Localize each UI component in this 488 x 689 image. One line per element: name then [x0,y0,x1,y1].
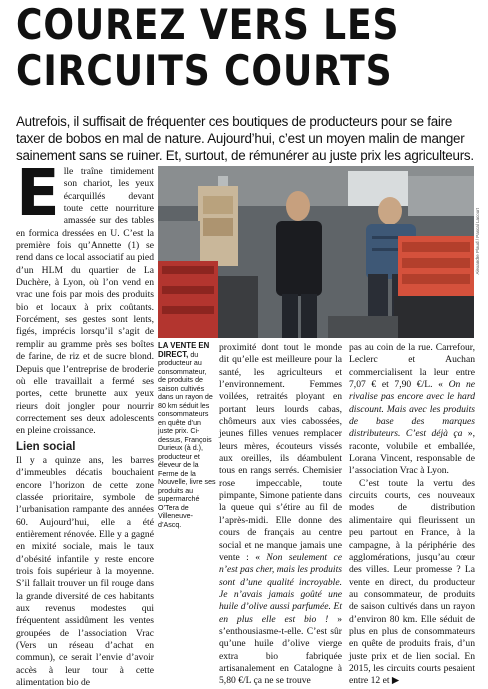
quote-text: Non seulement ce n’est pas cher, mais les produits sont d’une qualité incroyable. Je n’avais jamais goûté une huile d’olive aussi parfumée. Et en plus elle est bio ! [219,551,342,625]
drop-cap: E [16,157,60,231]
body-paragraph: Il y a quinze ans, les barres d’immeubles décatis bouchaient encore l’horizon de cette zone classée prioritaire, symbole de l’urbanisation rampante des années 60. Aujourd’hui, elle a été entièrement rénovée. Elle y a gagné en mixité sociale, mais le taux d’obésité infantile y reste encore trois fois supérieur à la moyenne. S’il fallait trouver un fil rouge dans la grande diversité de ces habitants aux revenus modestes qui fréquentent assidûment les ventes groupées de l’association Vrac (Vers un réseau d’achat en commun), ce serait l’envie d’avoir accès à leur tour à cette alimentation bio de [16,454,154,689]
body-text: » s’enthousiasme-t-elle. C’est sûr qu’une huile d’olive vierge extra bio fabriquée artisanalement en Catalogne à 5,80 €/L ça ne se trouve [219,613,343,687]
article-column-3 [349,342,475,688]
caption-title: LA VENTE EN DIRECT, [158,341,210,359]
body-text: », raconte, volubile et emballée, Lorana Vincent, responsable de l’association Vrac à Lyon. [349,428,475,477]
photo-credit: Alexandre Plaud / Pascal Lacourt [475,208,480,275]
photo-caption [158,342,216,529]
headline-line-2: CIRCUITS COURTS [16,46,393,95]
caption-body: du producteur au consommateur, de produits de saison cultivés dans un rayon de 80 km séduit les consommateurs en quête d’un juste prix. Ci-dessus, François Durieux (à d.), producteur et éleveur de la Ferme de la Nouvelle, livre ses produits au supermarché O’Tera de Villeneuve-d’Ascq. [158,350,216,529]
body-text: proximité dont tout le monde dit qu’elle est meilleure pour la santé, les agriculteurs et l’environnement. Femmes voilées, retraités ployant en portant leurs lourds cabas, chômeurs aux vies cabossées, jeunes filles venues remplacer leurs mères, écouteurs vissés aux oreilles, ils déambulent tous en rangs serrés. Chemisier rose impeccable, toute pimpante, Simone patiente dans la queue qui s’étire au fil de l’après-midi. Elle donne des cours de français au centre social et ne manque jamais une vente : « [219,342,342,563]
body-paragraph: lle traîne timidement son chariot, les yeux écarquillés devant toute cette nourriture amassée sur des tables en formica dressées en U. C’est la première fois qu’Annette (1) se rend dans ce local associatif au pied d’un HLM du quartier de La Duchère, à Lyon, où l’on vend en vrac une fois par mois des produits bio et locaux à prix coûtants. Forcément, ses gestes sont lents, figés, imprécis lorsqu’il s’agit de remplir au gramme près ses boîtes de farine, de riz et de sucre blond. Depuis que l’entreprise de broderie où elle travaillait a fermé ses portes, cette brunette aux yeux rieurs doit jongler pour nourrir correctement ses deux adolescents en pleine croissance. [16,166,154,437]
lead-paragraph: Autrefois, il suffisait de fréquenter ces boutiques de producteurs pour se faire taxer de bobos en mal de nature. Aujourd’hui, c’est un moyen malin de manger sainement sans se ruiner. Et, surtout, de rémunérer au juste prix les agriculteurs. [16,114,474,163]
subheading: Lien social [16,440,76,453]
article-photo [158,166,474,338]
body-text: C’est toute la vertu des circuits courts, ces nouveaux modes de distribution alimentaire qui fleurissent un peu partout en France, à la campagne, à la périphérie des agglomérations, jusqu’au cœur des villes. Leur promesse ? La vente en direct, du producteur au consommateur, de produits de saison cultivés dans un rayon d’environ 80 km. Elle séduit de plus en plus de consommateurs en quête de produits frais, d’un juste prix et de lien social. En 2015, les circuits courts pesaient entre 12 et [349,477,475,687]
headline-line-1: COUREZ VERS LES [16,0,400,49]
body-text: pas au coin de la rue. Carrefour, Leclerc et Auchan commercialisent la leur entre 7,07 € et 7,90 €/L. « [349,342,475,391]
article-column-1 [16,157,154,689]
article-column-2 [219,342,342,688]
quote-text: On ne rivalise pas encore avec le hard discount. Mais avec les produits de base des marques distributeurs. C’est déjà ça [349,379,476,440]
continue-arrow-icon: ▶ [391,675,400,687]
